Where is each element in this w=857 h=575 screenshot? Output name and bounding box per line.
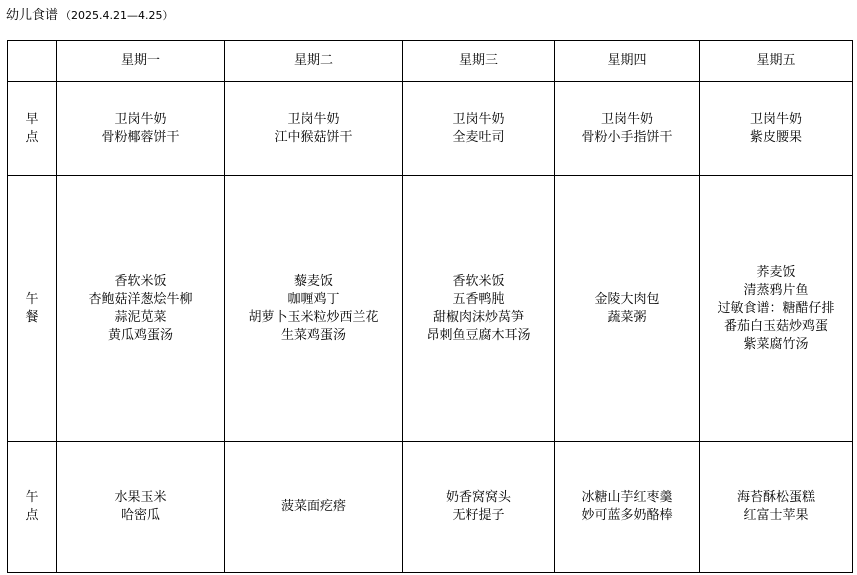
- dish-item: 蒜泥苋菜: [114, 309, 167, 325]
- dish-item: 黄瓜鸡蛋汤: [107, 327, 173, 343]
- dish-item: 菠菜面疙瘩: [280, 499, 346, 514]
- dish-item: 杏鲍菇洋葱烩牛柳: [88, 291, 193, 307]
- meal-label: 午 点: [8, 442, 57, 573]
- weekday-header: 星期五: [700, 41, 853, 82]
- dish-item: 卫岗牛奶: [287, 111, 340, 127]
- menu-date-range: （2025.4.21—4.25）: [60, 9, 174, 22]
- dish-item: 全麦吐司: [452, 129, 505, 145]
- dish-item: 骨粉椰蓉饼干: [101, 129, 180, 145]
- menu-title-main: 幼儿食谱: [6, 8, 59, 23]
- meal-row-lunch: [8, 176, 853, 442]
- dish-item: 紫皮腰果: [749, 129, 802, 145]
- dish-item: 江中猴菇饼干: [274, 129, 353, 145]
- dish-item: 番茄白玉菇炒鸡蛋: [723, 318, 828, 334]
- menu-cell: [403, 82, 555, 176]
- dish-item: 卫岗牛奶: [749, 111, 802, 127]
- menu-cell: [555, 442, 700, 573]
- menu-cell: [700, 442, 853, 573]
- dish-item: 水果玉米: [114, 490, 167, 505]
- dish-item: 无籽提子: [452, 508, 505, 523]
- menu-cell: [57, 442, 225, 573]
- dish-item: 清蒸鸦片鱼: [743, 282, 809, 298]
- weekday-header-row: [8, 41, 853, 82]
- dish-item: 甜椒肉沫炒莴笋: [432, 309, 524, 325]
- dish-item: 荞麦饭: [756, 264, 796, 280]
- menu-cell: [700, 176, 853, 442]
- dish-item: 冰糖山芋红枣羹: [581, 490, 673, 505]
- dish-item: 蔬菜粥: [607, 309, 647, 325]
- menu-cell: [700, 82, 853, 176]
- dish-item: 红富士苹果: [743, 508, 809, 523]
- meal-label: 午 餐: [8, 176, 57, 442]
- dish-item: 咖喱鸡丁: [287, 291, 340, 307]
- meal-label: 早 点: [8, 82, 57, 176]
- dish-item: 妙可蓝多奶酪棒: [581, 508, 673, 523]
- dish-item: 藜麦饭: [293, 273, 333, 289]
- weekday-header: 星期二: [225, 41, 403, 82]
- dish-item: 骨粉小手指饼干: [581, 129, 673, 145]
- dish-item: 奶香窝窝头: [445, 490, 511, 505]
- menu-cell: [225, 82, 403, 176]
- dish-item: 胡萝卜玉米粒炒西兰花: [248, 309, 379, 325]
- menu-cell: [555, 176, 700, 442]
- weekday-header: 星期四: [555, 41, 700, 82]
- dish-item: 金陵大肉包: [594, 291, 660, 307]
- meal-row-breakfast: [8, 82, 853, 176]
- dish-item: 五香鸭肫: [452, 291, 505, 307]
- dish-item: 哈密瓜: [120, 508, 160, 523]
- dish-item: 卫岗牛奶: [114, 111, 167, 127]
- dish-item: 卫岗牛奶: [452, 111, 505, 127]
- dish-item: 卫岗牛奶: [600, 111, 653, 127]
- dish-item: 昂刺鱼豆腐木耳汤: [426, 327, 531, 343]
- dish-item: 香软米饭: [114, 273, 167, 289]
- menu-cell: [57, 82, 225, 176]
- corner-cell: [8, 41, 57, 82]
- menu-cell: [403, 176, 555, 442]
- dish-item: 过敏食谱：糖醋仔排: [717, 300, 835, 316]
- dish-item: 生菜鸡蛋汤: [280, 327, 346, 343]
- menu-cell: [225, 442, 403, 573]
- menu-cell: [555, 82, 700, 176]
- dish-item: 香软米饭: [452, 273, 505, 289]
- weekday-header: 星期一: [57, 41, 225, 82]
- meal-row-afternoon-snack: [8, 442, 853, 573]
- weekday-header: 星期三: [403, 41, 555, 82]
- menu-cell: [225, 176, 403, 442]
- menu-cell: [57, 176, 225, 442]
- dish-item: 海苔酥松蛋糕: [736, 490, 815, 505]
- weekly-menu-table: [7, 40, 853, 573]
- menu-title: [6, 6, 174, 26]
- menu-cell: [403, 442, 555, 573]
- dish-item: 紫菜腐竹汤: [743, 336, 809, 352]
